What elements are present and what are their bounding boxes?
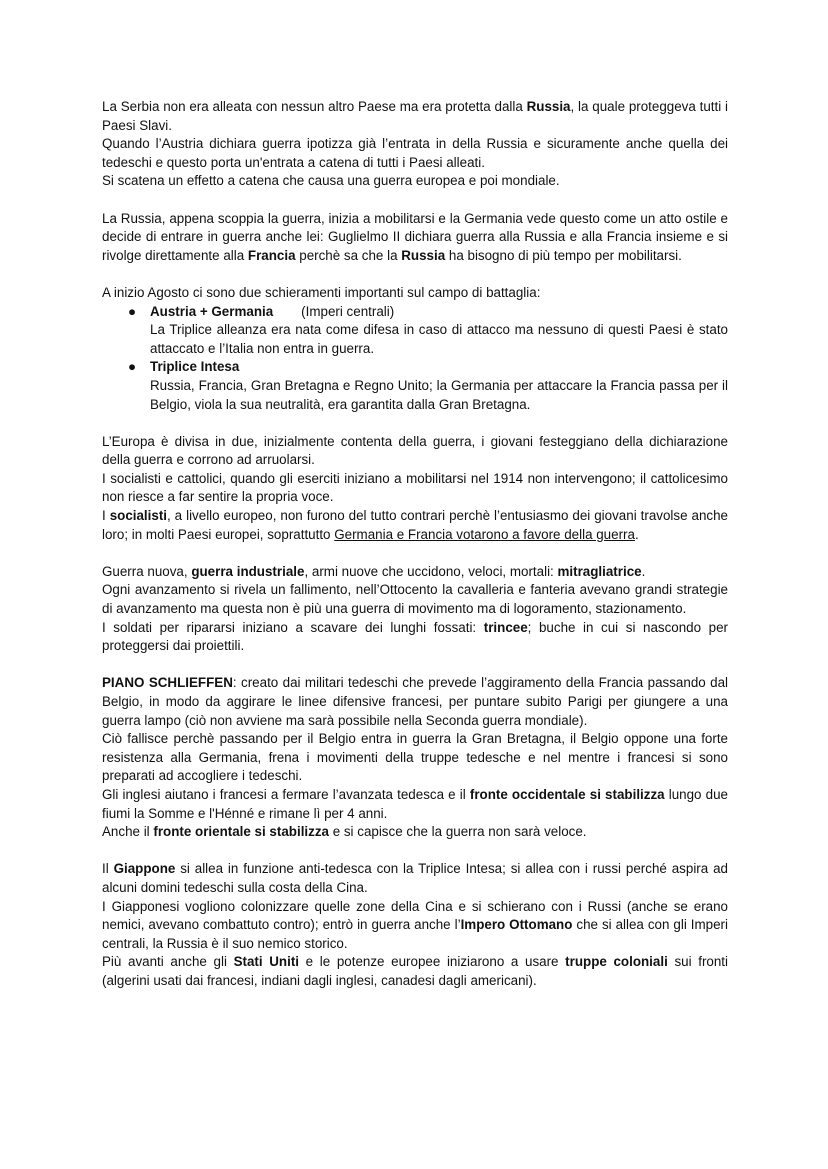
paragraph-section [102, 98, 728, 191]
text-run: Il [102, 861, 114, 877]
text-line [102, 898, 728, 954]
text-run: si allea in funzione anti-tedesca con la Triplice Intesa; si allea con i russi perché aspira ad alcuni domini tedeschi sulla costa della Cina. [102, 861, 728, 895]
text-run: e si capisce che la guerra non sarà veloce. [328, 824, 587, 840]
text-line [102, 172, 728, 191]
paragraph-section [102, 674, 728, 841]
text-line [102, 98, 728, 135]
text-run: : creato dai militari tedeschi che prevede l’aggiramento della Francia passando dal Belgio, in modo da aggirare le linee difensive francesi, per puntare subito Parigi per giungere a una guerra lampo (ciò non avviene ma sarà possibile nella Seconda guerra mondiale). [102, 675, 728, 728]
bold-text: mitragliatrice [557, 563, 642, 579]
text-run: La Russia, appena scoppia la guerra, inizia a mobilitarsi e la Germania vede questo come un atto ostile e decide di entrare in guerra anche lei: Guglielmo II dichiara guerra alla Russia e alla Francia insieme e si rivolge direttamente alla [102, 210, 728, 263]
list-item-title: Austria + Germania [150, 303, 274, 319]
text-line [102, 619, 728, 656]
text-line [102, 581, 728, 618]
list-item-title: Triplice Intesa [150, 359, 240, 375]
list-item [102, 303, 728, 359]
text-run: Gli inglesi aiutano i francesi a fermare l’avanzata tedesca e il [102, 786, 470, 802]
bold-text: Stati Uniti [233, 954, 300, 970]
paragraph-section [102, 284, 728, 414]
text-run: Più avanti anche gli [102, 954, 234, 970]
text-run: e le potenze europee iniziarono a usare [299, 954, 566, 970]
list-item [102, 358, 728, 414]
text-run: , a livello europeo, non furono del tutto contrari perchè l’entusiasmo dei giovani travolse anche loro; in molti Paesi europei, soprattutto [102, 508, 728, 542]
text-run: Ogni avanzamento si rivela un fallimento, nell’Ottocento la cavalleria e fanteria avevano grandi strategie di avanzamento ma questa non è più una guerra di movimento ma di logoramento, stazionamento. [102, 582, 728, 617]
bold-text: trincee [483, 619, 528, 635]
text-line [102, 507, 728, 544]
text-line [102, 823, 728, 842]
text-line [102, 674, 728, 730]
text-line [102, 953, 728, 990]
document-page [102, 98, 728, 1009]
bold-text: PIANO SCHLIEFFEN [102, 675, 233, 691]
text-run: Si scatena un effetto a catena che causa una guerra europea e poi mondiale. [102, 173, 560, 189]
text-run: Guerra nuova, [102, 563, 192, 579]
text-line [102, 210, 728, 266]
text-run: lungo due fiumi la Somme e l'Hénné e rimane lì per 4 anni. [102, 786, 728, 821]
text-run: . [634, 526, 639, 542]
text-run: A inizio Agosto ci sono due schieramenti importanti sul campo di battaglia: [102, 284, 541, 300]
text-run: Anche il [102, 824, 154, 840]
text-run: sui fronti (algerini usati dai francesi, indiani dagli inglesi, canadesi dagli americani). [102, 954, 728, 988]
text-run: che si allea con gli Imperi centrali, la Russia è il suo nemico storico. [102, 917, 728, 951]
list-item-text: La Triplice alleanza era nata come difesa in caso di attacco ma nessuno di questi Paesi è stato attaccato e l’Italia non entra in guerra. [150, 322, 728, 356]
bold-text: Giappone [113, 861, 176, 877]
bold-text: Impero Ottomano [460, 917, 573, 933]
text-line [102, 563, 728, 582]
bullet-icon: ● [128, 359, 137, 375]
text-run: L’Europa è divisa in due, inizialmente contenta della guerra, i giovani festeggiano della dichiarazione della guerra e corrono ad arruolarsi. [102, 433, 728, 468]
text-run: . [641, 563, 646, 579]
text-line [102, 860, 728, 897]
paragraph-section [102, 563, 728, 656]
text-run: , armi nuove che uccidono, veloci, mortali: [304, 563, 558, 579]
text-run: I socialisti e cattolici, quando gli eserciti iniziano a mobilitarsi nel 1914 non intervengono; il cattolicesimo non riesce a far sentire la propria voce. [102, 470, 728, 505]
text-line [102, 470, 728, 507]
bold-text: Russia [401, 247, 446, 263]
bold-text: truppe coloniali [565, 954, 668, 970]
paragraph-section [102, 433, 728, 545]
text-run: Quando l’Austria dichiara guerra ipotizza già l’entrata in della Russia e sicuramente anche quella dei tedeschi e questo porta un'entrata a catena di tutti i Paesi alleati. [102, 136, 728, 170]
text-run: La Serbia non era alleata con nessun altro Paese ma era protetta dalla [102, 99, 527, 114]
paragraph-section [102, 210, 728, 266]
list-item-note: (Imperi centrali) [301, 303, 395, 319]
text-line [102, 433, 728, 470]
list-item-heading [150, 358, 728, 377]
text-run: I [102, 508, 110, 524]
bold-text: fronte occidentale si stabilizza [469, 786, 665, 802]
text-line [102, 135, 728, 172]
text-run: , la quale proteggeva tutti i Paesi Slavi. [102, 99, 728, 133]
text-run: ha bisogno di più tempo per mobilitarsi. [445, 247, 682, 263]
bold-text: Francia [247, 247, 296, 263]
bold-text: fronte orientale si stabilizza [153, 824, 329, 840]
text-run: perchè sa che la [295, 247, 402, 263]
text-run: ; buche in cui si nascondo per proteggersi dai proiettili. [102, 619, 729, 654]
text-run: I Giapponesi vogliono colonizzare quelle zone della Cina e si schierano con i Russi (anche se erano nemici, avevano combattuto contro); entrò in guerra anche l’ [102, 898, 728, 933]
list-item-text: Russia, Francia, Gran Bretagna e Regno Unito; la Germania per attaccare la Francia passa per il Belgio, viola la sua neutralità, era garantita dalla Gran Bretagna. [150, 377, 728, 412]
text-run: I soldati per ripararsi iniziano a scavare dei lunghi fossati: [102, 619, 484, 635]
text-line [102, 284, 728, 303]
bullet-list [102, 303, 728, 415]
bold-text: guerra industriale [191, 563, 305, 579]
bullet-icon: ● [128, 303, 137, 319]
bold-text: Russia [526, 99, 571, 114]
text-line [102, 786, 728, 823]
bold-text: socialisti [109, 508, 167, 524]
list-item-heading [150, 303, 728, 322]
text-run: Ciò fallisce perchè passando per il Belgio entra in guerra la Gran Bretagna, il Belgio oppone una forte resistenza alla Germania, frena i movimenti della truppe tedesche e nel mentre i francesi si sono preparati ad accogliere i tedeschi. [102, 731, 728, 784]
text-line [102, 730, 728, 786]
underlined-text: Germania e Francia votarono a favore della guerra [334, 526, 635, 542]
paragraph-section [102, 860, 728, 990]
